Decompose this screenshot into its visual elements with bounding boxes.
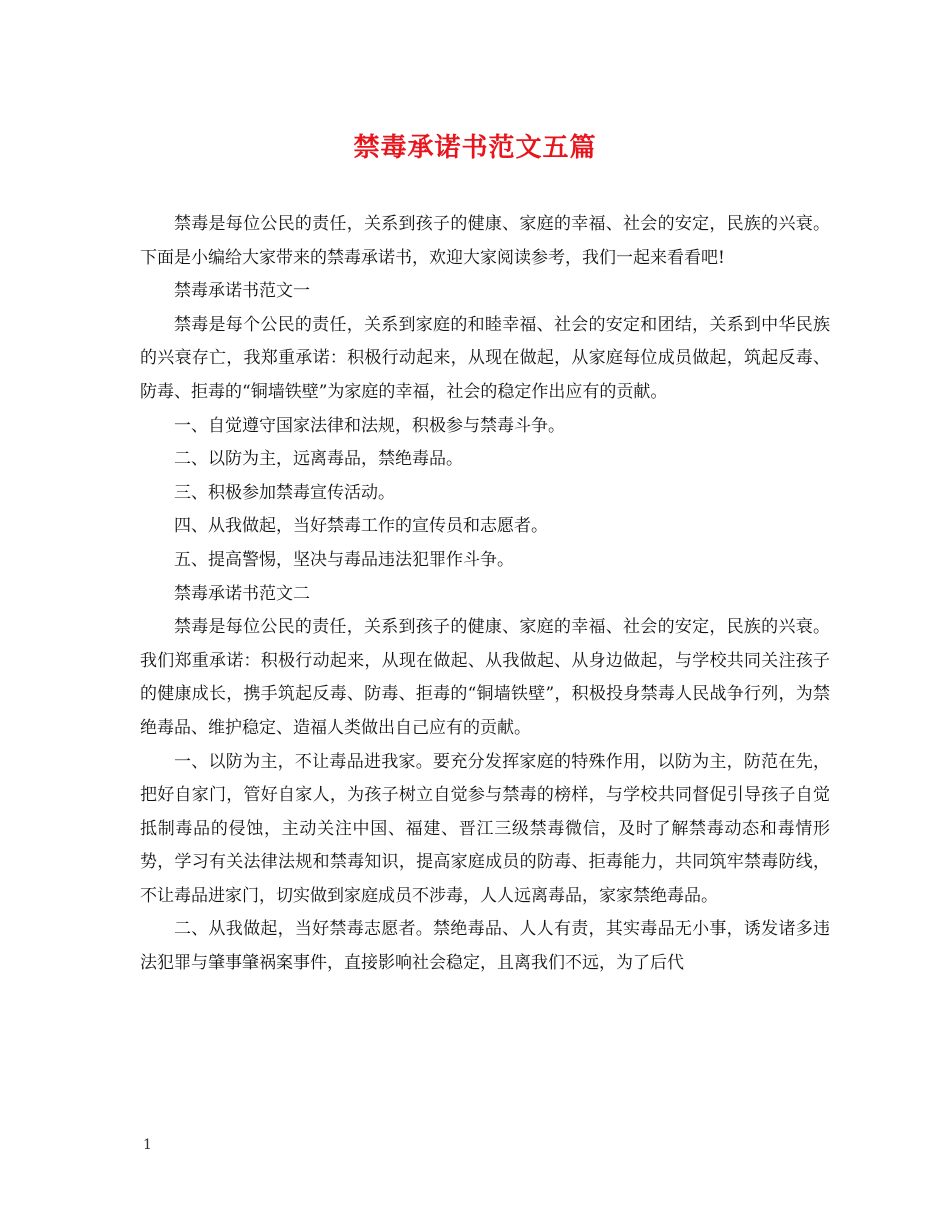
page-number: 1 [143,1137,152,1153]
list-item: 一、自觉遵守国家法律和法规，积极参与禁毒斗争。 [174,415,565,436]
document-title: 禁毒承诺书范文五篇 [353,133,597,163]
paragraph: 二、从我做起，当好禁毒志愿者。禁绝毒品、人人有责，其实毒品无小事，诱发诸多违法犯罪与肇事肇祸案事件，直接影响社会稳定，且离我们不远，为了后代 [140,919,830,974]
paragraph: 禁毒是每个公民的责任，关系到家庭的和睦幸福、社会的安定和团结，关系到中华民族的兴衰存亡，我郑重承诺：积极行动起来，从现在做起，从家庭每位成员做起，筑起反毒、防毒、拒毒的“铜墙铁壁”为家庭的幸福，社会的稳定作出应有的贡献。 [140,314,830,402]
paragraph: 一、以防为主，不让毒品进我家。要充分发挥家庭的特殊作用，以防为主，防范在先，把好自家门，管好自家人，为孩子树立自觉参与禁毒的榜样，与学校共同督促引导孩子自觉抵制毒品的侵蚀，主动关注中国、福建、晋江三级禁毒微信，及时了解禁毒动态和毒情形势，学习有关法律法规和禁毒知识，提高家庭成员的防毒、拒毒能力，共同筑牢禁毒防线，不让毒品进家门，切实做到家庭成员不涉毒，人人远离毒品，家家禁绝毒品。 [140,751,830,906]
document-body [140,208,830,981]
list-item: 三、积极参加禁毒宣传活动。 [174,482,395,503]
section-heading-2: 禁毒承诺书范文二 [174,583,310,604]
list-item: 四、从我做起，当好禁毒工作的宣传员和志愿者。 [174,516,548,537]
paragraph: 禁毒是每位公民的责任，关系到孩子的健康、家庭的幸福、社会的安定，民族的兴衰。我们郑重承诺：积极行动起来，从现在做起、从我做起、从身边做起，与学校共同关注孩子的健康成长，携手筑起反毒、防毒、拒毒的“铜墙铁壁”，积极投身禁毒人民战争行列，为禁绝毒品、维护稳定、造福人类做出自己应有的贡献。 [140,617,830,738]
list-item: 二、以防为主，远离毒品，禁绝毒品。 [174,449,463,470]
list-item: 五、提高警惕，坚决与毒品违法犯罪作斗争。 [174,549,514,570]
paragraph-intro: 禁毒是每位公民的责任，关系到孩子的健康、家庭的幸福、社会的安定，民族的兴衰。下面是小编给大家带来的禁毒承诺书，欢迎大家阅读参考，我们一起来看看吧! [140,214,830,268]
section-heading-1: 禁毒承诺书范文一 [174,281,310,302]
